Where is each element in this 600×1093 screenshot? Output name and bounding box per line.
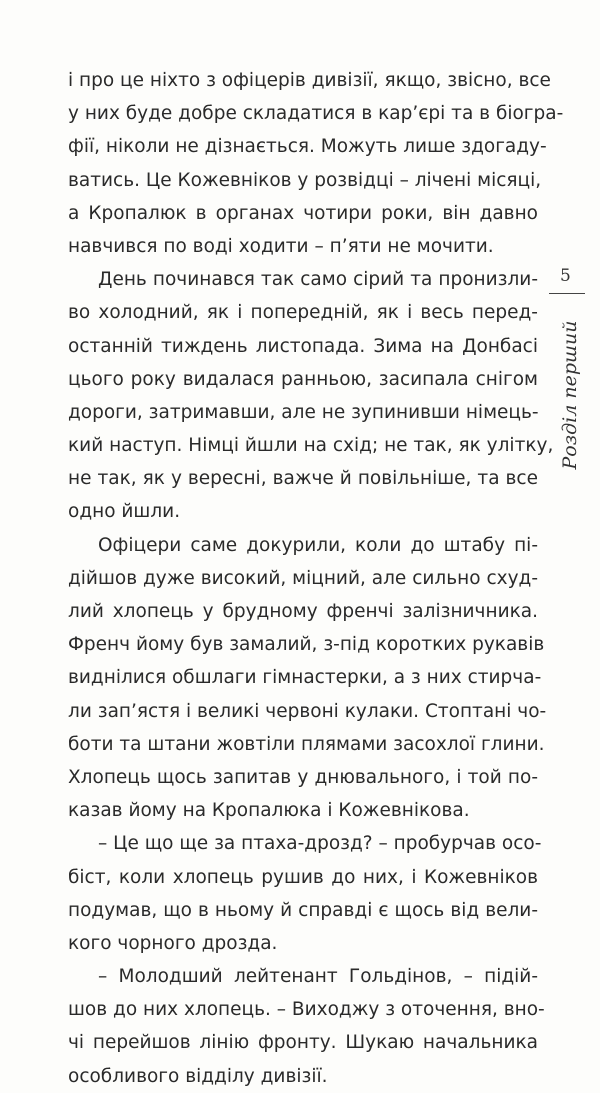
text-line: шов до них хлопець. – Виходжу з оточення, вно- bbox=[68, 999, 545, 1021]
text-line: Френч йому був замалий, з-під коротких рукавів bbox=[68, 634, 545, 656]
text-line: дійшов дуже високий, міцний, але сильно схуд- bbox=[68, 567, 538, 589]
text-line: одно йшли. bbox=[68, 501, 181, 523]
text-line: а Кропалюк в органах чотири роки, він давно bbox=[68, 202, 538, 224]
text-line: останній тиждень листопада. Зима на Донбасі bbox=[68, 335, 538, 357]
text-line: біст, коли хлопець рушив до них, і Кожевніков bbox=[68, 866, 538, 888]
text-line: казав йому на Кропалюка і Кожевнікова. bbox=[68, 800, 470, 822]
text-line: фії, ніколи не дізнається. Можуть лише здогаду- bbox=[68, 136, 547, 158]
text-line: дороги, затримавши, але не зупинивши німець- bbox=[68, 401, 539, 423]
text-line: во холодний, як і попередній, як і весь перед- bbox=[68, 302, 538, 324]
text-line: – Молодший лейтенант Гольдінов, – підій- bbox=[98, 966, 538, 988]
text-line: Офіцери саме докурили, коли до штабу пі- bbox=[98, 534, 538, 556]
text-line: боти та штани жовтіли плямами засохлої глини. bbox=[68, 733, 545, 755]
text-line: – Це що ще за птаха-дрозд? – пробурчав осо- bbox=[98, 833, 542, 855]
page-number: 5 bbox=[560, 266, 571, 286]
text-line: чі перейшов лінію фронту. Шукаю начальника bbox=[68, 1032, 538, 1054]
text-line: кого чорного дрозда. bbox=[68, 932, 278, 954]
text-line: у них буде добре складатися в кар’єрі та в біогра- bbox=[68, 103, 564, 125]
text-line: не так, як у вересні, важче й повільніше, та все bbox=[68, 468, 538, 490]
text-line: особливого відділу дивізії. bbox=[68, 1065, 328, 1087]
text-line: ватись. Це Кожевніков у розвідці – лічені місяці, bbox=[68, 169, 542, 191]
text-line: ли зап’ястя і великі червоні кулаки. Стоптані чо- bbox=[68, 700, 547, 722]
text-line: лий хлопець у брудному френчі залізничника. bbox=[68, 601, 538, 622]
body-text bbox=[68, 64, 564, 1093]
text-line: виднілися обшлаги гімнастерки, а з них стирча- bbox=[68, 667, 542, 689]
text-line: навчився по воді ходити – п’яти не мочити. bbox=[68, 235, 494, 257]
text-line: цього року видалася ранньою, засипала снігом bbox=[68, 368, 538, 390]
text-line: і про це ніхто з офіцерів дивізії, якщо, звісно, все bbox=[68, 70, 551, 91]
text-line: День починався так само сірий та пронизли- bbox=[98, 269, 538, 291]
text-line: подумав, що в ньому й справді є щось від вели- bbox=[68, 899, 538, 921]
running-header: Розділ перший bbox=[559, 320, 581, 470]
text-line: Хлопець щось запитав у днювального, і той по- bbox=[68, 766, 538, 788]
header-rule bbox=[549, 293, 585, 294]
text-line: кий наступ. Німці йшли на схід; не так, як улітку, bbox=[68, 435, 554, 457]
